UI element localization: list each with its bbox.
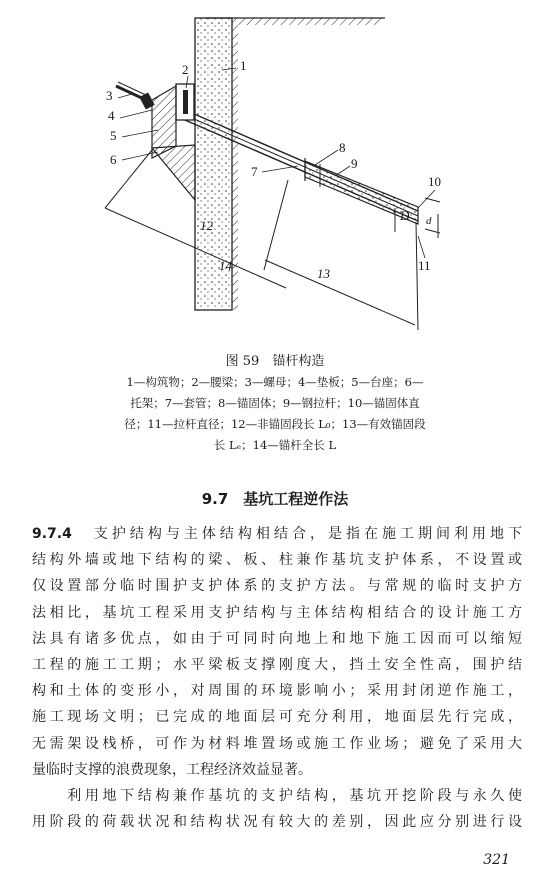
paragraph-line: 法具有诸多优点，如由于可同时向地上和地下施工因而可以缩短 (32, 630, 522, 647)
paragraph-line: 无需架设栈桥，可作为材料堆置场或施工作业场；避免了采用大 (32, 735, 522, 752)
legend-line: 径；11—拉杆直径；12—非锚固段长 L₀；13—有效锚固段 (124, 417, 426, 431)
figure-legend (75, 372, 475, 456)
paragraph-line: 构和土体的变形小，对周围的环境影响小；采用封闭逆作施工， (32, 683, 522, 700)
paragraph-line: 量临时支撑的浪费现象，工程经济效益显著。 (32, 761, 312, 778)
paragraph-9-7-4 (32, 521, 522, 835)
legend-line: 1—构筑物；2—腰梁；3—螺母；4—垫板；5—台座；6— (126, 375, 424, 389)
label-8: 8 (339, 140, 346, 155)
section-title: 9.7 基坑工程逆作法 (201, 490, 349, 508)
label-7: 7 (251, 164, 258, 179)
figure-caption: 图 59 锚杆构造 (225, 354, 325, 369)
paragraph-line: 仅设置部分临时围护支护体系的支护方法。与常规的临时支护方 (32, 578, 522, 595)
paragraph-line: 工程的施工工期；水平梁板支撑刚度大，挡土安全性高，围护结 (32, 657, 522, 674)
label-12: 12 (200, 218, 213, 233)
label-D: D (400, 208, 410, 223)
label-5: 5 (110, 128, 117, 143)
label-10: 10 (428, 174, 441, 189)
label-11: 11 (418, 258, 431, 273)
page-number: 321 (483, 852, 510, 868)
paragraph-line: 结构外墙或地下结构的梁、板、柱兼作基坑支护体系，不设置或 (32, 552, 522, 569)
label-9: 9 (351, 156, 358, 171)
label-1: 1 (240, 58, 247, 73)
label-6: 6 (110, 152, 117, 167)
anchor-structure-figure (0, 0, 550, 345)
paragraph-line: 利用地下结构兼作基坑的支护结构，基坑开挖阶段与永久使 (32, 788, 522, 805)
label-13: 13 (317, 266, 330, 281)
label-3: 3 (106, 88, 113, 103)
label-14: 14 (219, 258, 232, 273)
paragraph-line: 施工现场文明；已完成的地面层可充分利用，地面层先行完成， (32, 709, 522, 726)
dimension-lines (105, 150, 440, 330)
label-d: d (426, 215, 432, 227)
paragraph-line: 用阶段的荷载状况和结构状况有较大的差别，因此应分别进行设 (32, 814, 522, 831)
figure-labels (106, 58, 441, 281)
bracket (152, 145, 195, 200)
paragraph-line: 法相比，基坑工程采用支护结构与主体结构相结合的设计施工方 (32, 604, 522, 621)
label-4: 4 (108, 108, 115, 123)
label-2: 2 (182, 62, 189, 77)
clause-number: 9.7.4 (32, 526, 72, 542)
legend-line: 长 Lₑ；14—锚杆全长 L (213, 438, 337, 452)
paragraph-line: 支护结构与主体结构相结合，是指在施工期间利用地下 (93, 526, 523, 542)
legend-line: 托架；7—套管；8—锚固体；9—钢拉杆；10—锚固体直 (130, 396, 420, 410)
